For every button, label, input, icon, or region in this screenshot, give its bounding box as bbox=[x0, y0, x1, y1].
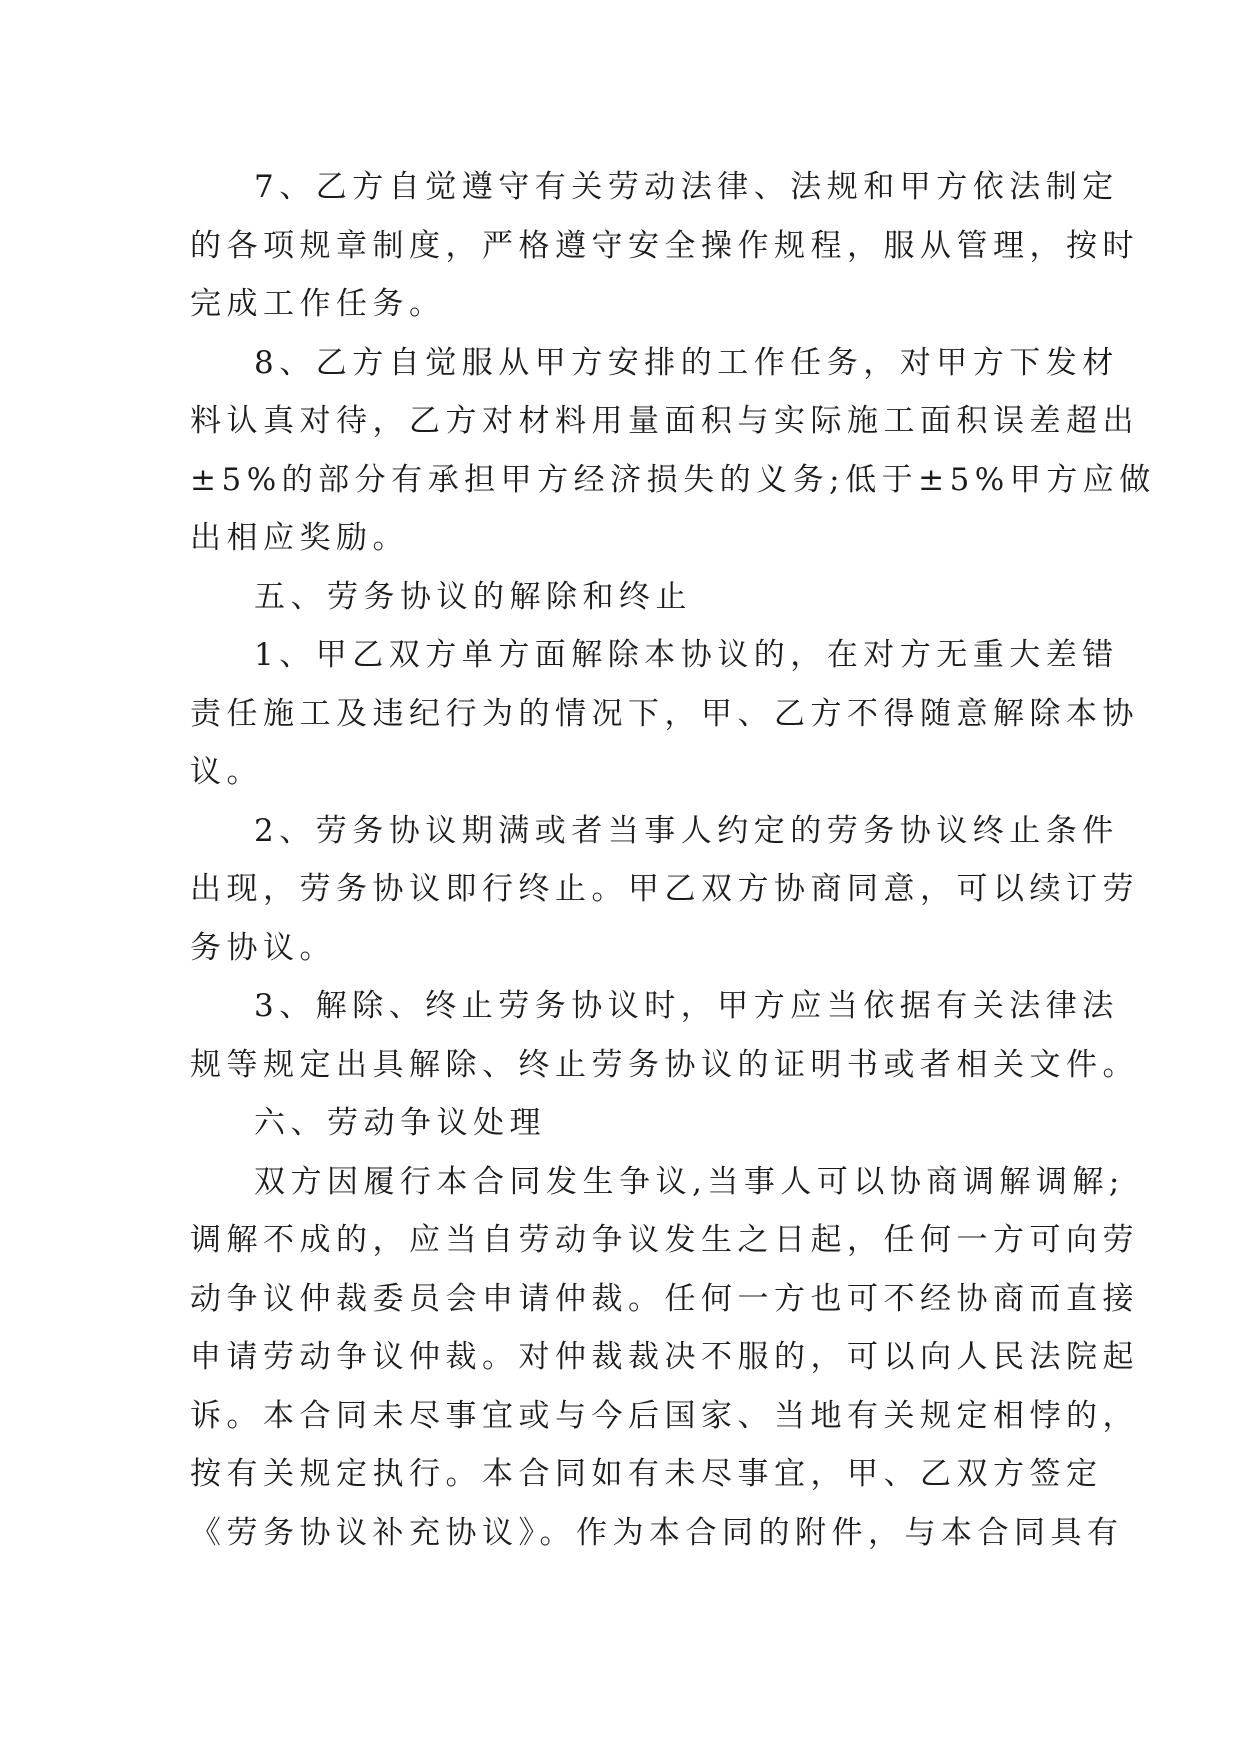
text-line: 规等规定出具解除、终止劳务协议的证明书或者相关文件。 bbox=[190, 1046, 1139, 1083]
text-line: 六、劳动争议处理 bbox=[254, 1105, 546, 1141]
text-line: 按有关规定执行。本合同如有未尽事宜，甲、乙双方签定 bbox=[190, 1456, 1103, 1492]
text-line: 8、乙方自觉服从甲方安排的工作任务，对甲方下发材 bbox=[254, 344, 1119, 381]
text-line: 议。 bbox=[190, 754, 263, 790]
text-line: 完成工作任务。 bbox=[190, 286, 446, 322]
document-body bbox=[190, 158, 1156, 1562]
text-line: 出现，劳务协议即行终止。甲乙双方协商同意，可以续订劳 bbox=[190, 871, 1139, 907]
text-line: ±5%的部分有承担甲方经济损失的义务;低于±5%甲方应做 bbox=[190, 461, 1156, 498]
text-line: 责任施工及违纪行为的情况下，甲、乙方不得随意解除本协 bbox=[190, 695, 1139, 732]
text-line: 7、乙方自觉遵守有关劳动法律、法规和甲方依法制定 bbox=[254, 169, 1119, 205]
text-line: 《劳务协议补充协议》。作为本合同的附件，与本合同具有 bbox=[190, 1514, 1124, 1551]
text-line: 动争议仲裁委员会申请仲裁。任何一方也可不经协商而直接 bbox=[190, 1280, 1139, 1317]
text-line: 料认真对待，乙方对材料用量面积与实际施工面积误差超出 bbox=[190, 403, 1139, 439]
text-line: 务协议。 bbox=[190, 929, 336, 966]
text-line: 诉。本合同未尽事宜或与今后国家、当地有关规定相悖的， bbox=[190, 1397, 1139, 1434]
text-line: 3、解除、终止劳务协议时，甲方应当依据有关法律法 bbox=[254, 988, 1119, 1024]
text-line: 1、甲乙双方单方面解除本协议的，在对方无重大差错 bbox=[254, 637, 1119, 673]
text-line: 申请劳动争议仲裁。对仲裁裁决不服的，可以向人民法院起 bbox=[190, 1339, 1139, 1375]
text-line: 双方因履行本合同发生争议,当事人可以协商调解调解; bbox=[254, 1163, 1125, 1200]
text-line: 调解不成的，应当自劳动争议发生之日起，任何一方可向劳 bbox=[190, 1222, 1139, 1258]
text-line: 出相应奖励。 bbox=[190, 520, 409, 556]
text-line: 的各项规章制度，严格遵守安全操作规程，服从管理，按时 bbox=[190, 227, 1139, 264]
text-line: 五、劳务协议的解除和终止 bbox=[254, 578, 692, 615]
text-line: 2、劳务协议期满或者当事人约定的劳务协议终止条件 bbox=[254, 812, 1119, 849]
